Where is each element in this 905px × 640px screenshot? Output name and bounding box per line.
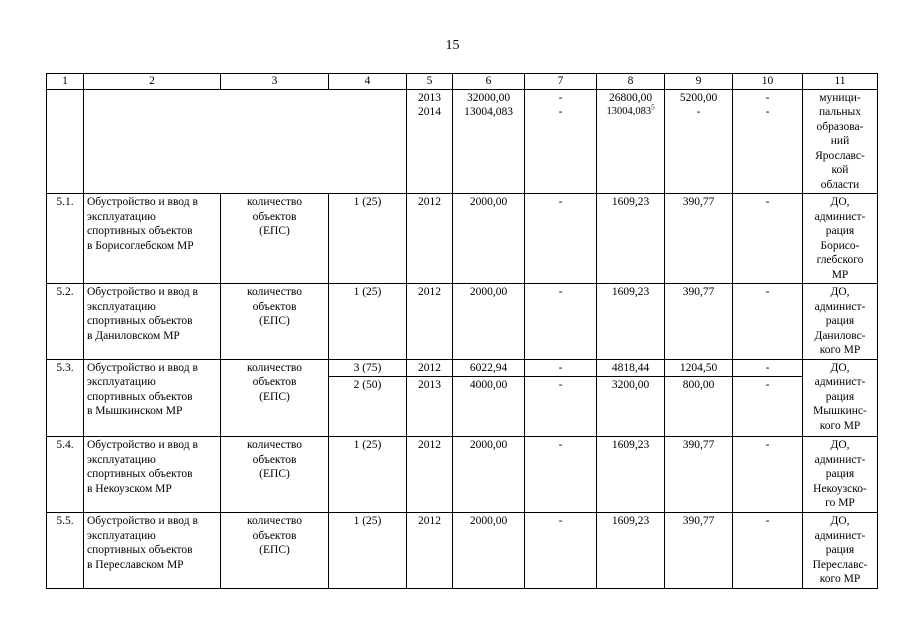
cell-line: админист- bbox=[814, 529, 866, 542]
col-10-value: - bbox=[733, 194, 803, 284]
row-number: 5.4. bbox=[47, 437, 84, 513]
cell-line: в Переславском МР bbox=[87, 558, 184, 571]
cell-line: в Борисоглебском МР bbox=[87, 239, 194, 252]
total-amount: 2000,00 bbox=[453, 513, 525, 589]
indicator bbox=[221, 284, 329, 360]
continuation-col-1 bbox=[47, 89, 84, 194]
quantity: 1 (25) bbox=[329, 194, 407, 284]
col-header-1: 1 bbox=[47, 74, 84, 90]
cell-line: ДО, bbox=[830, 286, 850, 298]
cell-line: рация bbox=[825, 390, 855, 403]
cell-line: количество bbox=[247, 439, 302, 451]
cell-line: области bbox=[820, 178, 860, 191]
activity-name bbox=[84, 284, 221, 360]
cell-line: эксплуатацию bbox=[87, 210, 156, 223]
cell-line: рация bbox=[825, 544, 855, 556]
cell-line: (ЕПС) bbox=[259, 225, 290, 237]
col-8-value: 4818,44 bbox=[597, 359, 665, 377]
cell-line: 2013 bbox=[418, 91, 441, 104]
indicator bbox=[221, 359, 329, 437]
table-row bbox=[47, 513, 878, 589]
col-header-9: 9 bbox=[665, 74, 733, 90]
continuation-cols-2-4 bbox=[84, 89, 407, 194]
quantity: 3 (75) bbox=[329, 359, 407, 377]
col-header-8: 8 bbox=[597, 74, 665, 90]
cell-line: эксплуатацию bbox=[87, 453, 156, 466]
cell-line: муници- bbox=[819, 91, 861, 104]
row-number: 5.1. bbox=[47, 194, 84, 284]
cell-line: количество bbox=[247, 196, 302, 208]
cell-line: спортивных объектов bbox=[87, 225, 193, 237]
continuation-years bbox=[407, 89, 453, 194]
column-number-row bbox=[47, 74, 878, 90]
total-amount: 2000,00 bbox=[453, 284, 525, 360]
cell-line: 2014 bbox=[418, 106, 441, 118]
cell-line: кого МР bbox=[819, 573, 861, 585]
total-amount: 2000,00 bbox=[453, 437, 525, 513]
cell-line: Обустройство и ввод в bbox=[87, 515, 198, 527]
quantity: 2 (50) bbox=[329, 377, 407, 437]
indicator bbox=[221, 513, 329, 589]
continuation-col-8 bbox=[597, 89, 665, 194]
col-10-value: - bbox=[733, 284, 803, 360]
col-10-value: - bbox=[733, 359, 803, 377]
cell-line: объектов bbox=[252, 529, 297, 542]
col-7-value: - bbox=[525, 513, 597, 589]
activity-name bbox=[84, 437, 221, 513]
cell-line: го МР bbox=[825, 497, 855, 509]
cell-line: - bbox=[558, 91, 563, 104]
col-header-11: 11 bbox=[803, 74, 878, 90]
col-header-3: 3 bbox=[221, 74, 329, 90]
col-9-value: 390,77 bbox=[665, 284, 733, 360]
cell-line: - bbox=[558, 106, 563, 118]
cell-line: эксплуатацию bbox=[87, 300, 156, 313]
cell-line: глебского bbox=[816, 254, 864, 266]
cell-line: объектов bbox=[252, 210, 297, 223]
cell-line: ДО, bbox=[830, 515, 850, 527]
col-7-value: - bbox=[525, 377, 597, 437]
cell-line bbox=[600, 105, 661, 120]
quantity: 1 (25) bbox=[329, 284, 407, 360]
col-10-value: - bbox=[733, 513, 803, 589]
cell-line: (ЕПС) bbox=[259, 544, 290, 556]
continuation-col-11 bbox=[803, 89, 878, 194]
col-7-value: - bbox=[525, 359, 597, 377]
cell-line: админист- bbox=[814, 210, 866, 223]
cell-line: 13004,083 bbox=[464, 106, 513, 118]
cell-line: кого МР bbox=[819, 344, 861, 356]
executor bbox=[803, 513, 878, 589]
cell-line: МР bbox=[831, 268, 849, 281]
cell-line: количество bbox=[247, 286, 302, 298]
continuation-col-7 bbox=[525, 89, 597, 194]
col-8-value: 1609,23 bbox=[597, 194, 665, 284]
quantity: 1 (25) bbox=[329, 513, 407, 589]
quantity: 1 (25) bbox=[329, 437, 407, 513]
cell-line: пальных bbox=[819, 106, 861, 118]
col-8-value: 1609,23 bbox=[597, 284, 665, 360]
year: 2012 bbox=[407, 437, 453, 513]
total-amount: 4000,00 bbox=[453, 377, 525, 437]
activity-name bbox=[84, 194, 221, 284]
col-header-2: 2 bbox=[84, 74, 221, 90]
cell-line: - bbox=[696, 106, 701, 118]
cell-line: ДО, bbox=[830, 361, 850, 374]
cell-line: объектов bbox=[252, 300, 297, 313]
year: 2013 bbox=[407, 377, 453, 437]
col-9-value: 390,77 bbox=[665, 437, 733, 513]
cell-line: объектов bbox=[252, 453, 297, 466]
col-header-5: 5 bbox=[407, 74, 453, 90]
cell-line: спортивных объектов bbox=[87, 468, 193, 480]
year: 2012 bbox=[407, 359, 453, 377]
cell-value: 26800,00 bbox=[608, 91, 653, 104]
cell-line: 32000,00 bbox=[466, 91, 511, 104]
cell-line: Обустройство и ввод в bbox=[87, 286, 198, 298]
continuation-col-10 bbox=[733, 89, 803, 194]
activity-name bbox=[84, 359, 221, 437]
cell-line: в Мышкинском МР bbox=[87, 405, 183, 417]
col-header-7: 7 bbox=[525, 74, 597, 90]
cell-line: кой bbox=[831, 164, 849, 176]
cell-line: Обустройство и ввод в bbox=[87, 361, 198, 374]
executor bbox=[803, 437, 878, 513]
program-table bbox=[46, 73, 878, 589]
col-9-value: 390,77 bbox=[665, 513, 733, 589]
cell-line: - bbox=[765, 106, 770, 118]
col-header-4: 4 bbox=[329, 74, 407, 90]
cell-line: админист- bbox=[814, 453, 866, 466]
cell-line: (ЕПС) bbox=[259, 315, 290, 327]
col-8-value: 1609,23 bbox=[597, 437, 665, 513]
cell-line: кого МР bbox=[819, 419, 861, 432]
executor bbox=[803, 359, 878, 437]
col-9-value: 1204,50 bbox=[665, 359, 733, 377]
total-amount: 2000,00 bbox=[453, 194, 525, 284]
cell-line: рация bbox=[825, 315, 855, 327]
cell-line: количество bbox=[247, 361, 302, 374]
cell-line: спортивных объектов bbox=[87, 544, 193, 556]
cell-line: (ЕПС) bbox=[259, 468, 290, 480]
executor bbox=[803, 284, 878, 360]
cell-line: Переславс- bbox=[812, 558, 868, 571]
cell-line: эксплуатацию bbox=[87, 529, 156, 542]
cell-line: Ярославс- bbox=[815, 149, 865, 162]
cell-line: Мышкинс- bbox=[813, 405, 867, 417]
executor bbox=[803, 194, 878, 284]
table-row bbox=[47, 194, 878, 284]
col-10-value: - bbox=[733, 437, 803, 513]
col-header-10: 10 bbox=[733, 74, 803, 90]
col-10-value: - bbox=[733, 377, 803, 437]
table-row bbox=[47, 437, 878, 513]
col-7-value: - bbox=[525, 284, 597, 360]
continuation-col-9 bbox=[665, 89, 733, 194]
col-header-6: 6 bbox=[453, 74, 525, 90]
cell-line: спортивных объектов bbox=[87, 315, 193, 327]
row-number: 5.5. bbox=[47, 513, 84, 589]
cell-line: - bbox=[765, 91, 770, 104]
cell-line: рация bbox=[825, 225, 855, 237]
cell-line: образова- bbox=[816, 120, 864, 133]
cell-line: админист- bbox=[814, 376, 866, 388]
page-number: 15 bbox=[445, 38, 460, 53]
activity-name bbox=[84, 513, 221, 589]
table-row bbox=[47, 284, 878, 360]
total-amount: 6022,94 bbox=[453, 359, 525, 377]
cell-line: количество bbox=[247, 515, 302, 527]
row-number: 5.3. bbox=[47, 359, 84, 437]
cell-line: Даниловс- bbox=[814, 329, 866, 342]
col-7-value: - bbox=[525, 194, 597, 284]
col-7-value: - bbox=[525, 437, 597, 513]
cell-line: ДО, bbox=[830, 439, 850, 451]
cell-line: рация bbox=[825, 468, 855, 480]
cell-line: ний bbox=[830, 135, 850, 147]
cell-value: 13004,083 bbox=[606, 106, 652, 117]
year: 2012 bbox=[407, 194, 453, 284]
cell-line: в Даниловском МР bbox=[87, 329, 180, 342]
cell-line: Обустройство и ввод в bbox=[87, 439, 198, 451]
col-8-value: 3200,00 bbox=[597, 377, 665, 437]
continuation-row bbox=[47, 89, 878, 194]
col-8-value: 1609,23 bbox=[597, 513, 665, 589]
indicator bbox=[221, 437, 329, 513]
table-row bbox=[47, 359, 878, 377]
cell-line: 5200,00 bbox=[679, 91, 718, 104]
cell-line: Борисо- bbox=[820, 239, 860, 252]
continuation-col-6 bbox=[453, 89, 525, 194]
cell-line: эксплуатацию bbox=[87, 376, 156, 388]
cell-line: ДО, bbox=[830, 196, 850, 208]
table-body bbox=[47, 74, 878, 589]
cell-line: Некоузско- bbox=[813, 482, 867, 495]
cell-line: спортивных объектов bbox=[87, 390, 193, 403]
col-9-value: 800,00 bbox=[665, 377, 733, 437]
cell-line: в Некоузском МР bbox=[87, 482, 172, 495]
year: 2012 bbox=[407, 284, 453, 360]
cell-line: Обустройство и ввод в bbox=[87, 196, 198, 208]
indicator bbox=[221, 194, 329, 284]
col-9-value: 390,77 bbox=[665, 194, 733, 284]
cell-line: (ЕПС) bbox=[259, 390, 290, 403]
cell-line: объектов bbox=[252, 376, 297, 388]
year: 2012 bbox=[407, 513, 453, 589]
row-number: 5.2. bbox=[47, 284, 84, 360]
footnote-mark: 5 bbox=[651, 103, 655, 112]
cell-line: админист- bbox=[814, 300, 866, 313]
